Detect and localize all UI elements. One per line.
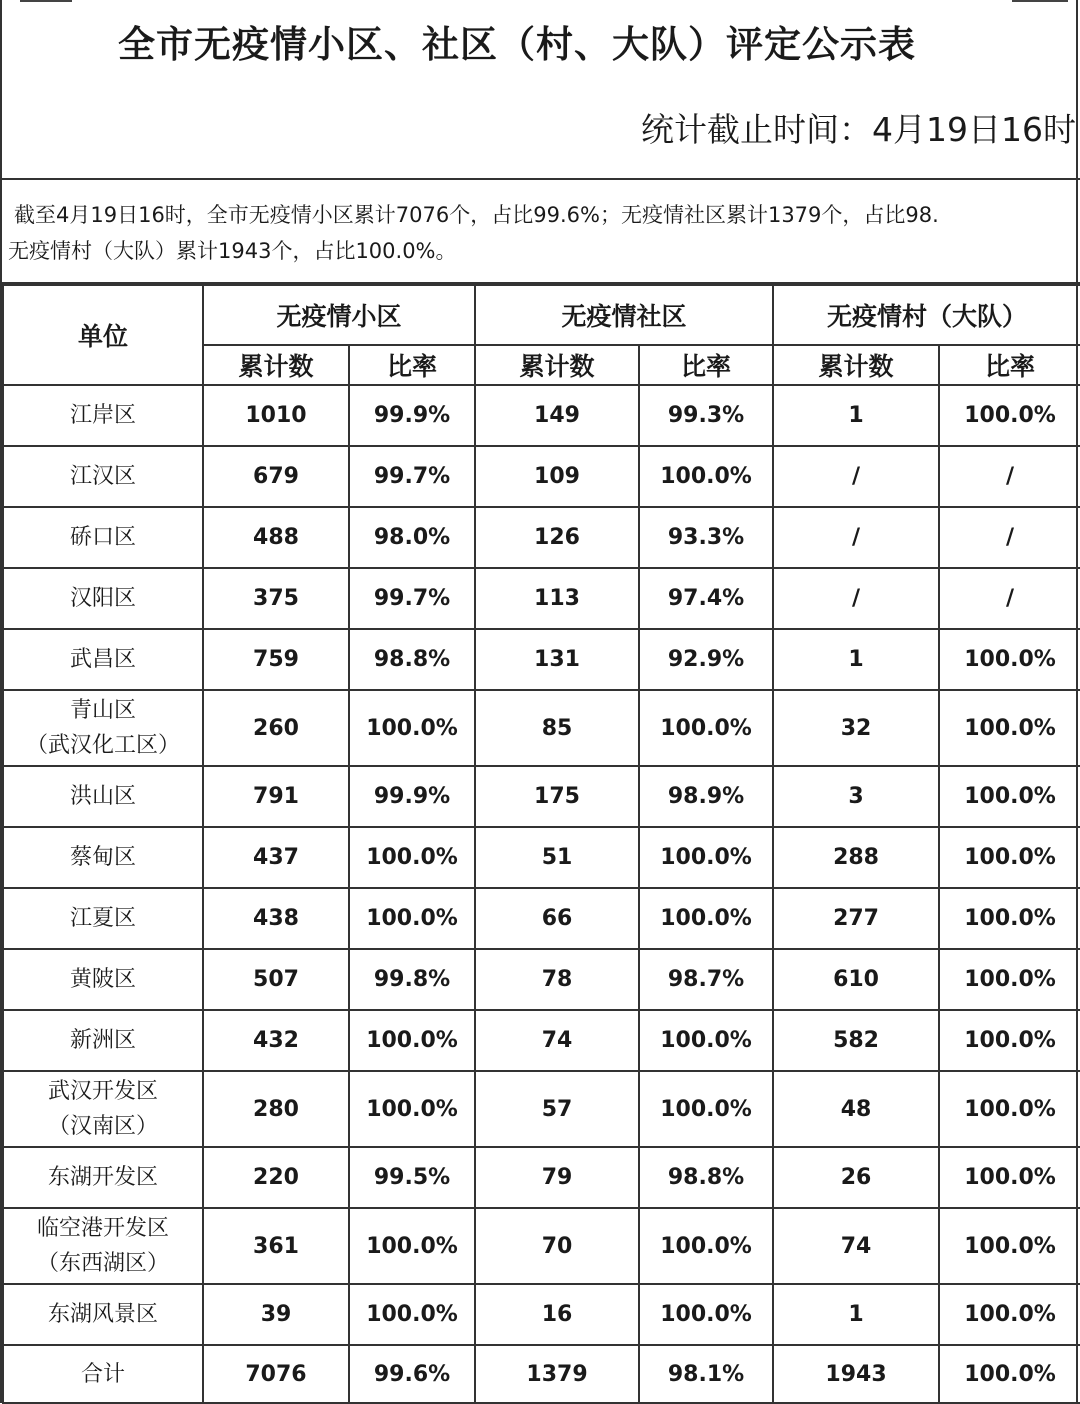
table-row [3,1010,1080,1071]
unit-name-line: （东西湖区） [36,1251,169,1276]
header-sub-rate: 比率 [349,345,475,385]
unit-cell [3,629,203,690]
community-rate-cell: 100.0% [639,1208,773,1284]
estate-count-cell: 375 [203,568,349,629]
estate-count-cell: 1010 [203,385,349,446]
estate-count-cell: 488 [203,507,349,568]
community-rate-cell: 99.3% [639,385,773,446]
unit-name-line: 黄陂区 [69,967,136,992]
unit-cell [3,1147,203,1208]
summary-line-2: 无疫情村（大队）累计1943个，占比100.0%。 [8,239,457,263]
community-rate-cell: 100.0% [639,1010,773,1071]
community-count-cell: 51 [475,827,639,888]
village-count-cell: / [773,568,939,629]
unit-name-line: 临空港开发区 [36,1216,169,1241]
village-count-cell: 277 [773,888,939,949]
village-count-cell: / [773,446,939,507]
estate-count-cell: 39 [203,1284,349,1345]
village-count-cell: 1 [773,1284,939,1345]
total-row [3,1345,1080,1403]
village-rate-cell: 100.0% [939,1147,1080,1208]
community-count-cell: 66 [475,888,639,949]
estate-rate-cell: 99.7% [349,446,475,507]
unit-cell [3,1071,203,1147]
estate-rate-cell: 98.8% [349,629,475,690]
stat-time: 统计截止时间：4月19日16时 [641,110,1076,149]
header-sub-count: 累计数 [475,345,639,385]
estate-rate-cell: 99.5% [349,1147,475,1208]
village-count-cell: 26 [773,1147,939,1208]
estate-rate-cell: 99.9% [349,385,475,446]
community-rate-cell: 92.9% [639,629,773,690]
table-row [3,888,1080,949]
community-rate-cell: 98.9% [639,766,773,827]
title-block [2,0,1080,180]
table-row [3,1284,1080,1345]
community-rate-cell: 100.0% [639,446,773,507]
estate-count-cell: 361 [203,1208,349,1284]
community-count-cell: 70 [475,1208,639,1284]
community-count-cell: 126 [475,507,639,568]
summary-line-1: 截至4月19日16时，全市无疫情小区累计7076个，占比99.6%；无疫情社区累计1379个，占比98. [14,203,939,227]
table-row [3,629,1080,690]
community-count-cell: 74 [475,1010,639,1071]
estate-count-cell: 507 [203,949,349,1010]
unit-name-line: 东湖风景区 [47,1302,158,1327]
estate-count-cell: 759 [203,629,349,690]
estate-count-cell: 220 [203,1147,349,1208]
table-row [3,1208,1080,1284]
village-rate-cell: / [939,446,1080,507]
unit-cell [3,888,203,949]
village-count-cell: 74 [773,1208,939,1284]
header-group-communities: 无疫情社区 [475,285,773,345]
estate-rate-cell: 100.0% [349,690,475,766]
community-rate-cell: 93.3% [639,507,773,568]
table-row [3,568,1080,629]
table-row [3,766,1080,827]
estate-rate-cell: 99.6% [349,1345,475,1403]
village-rate-cell: 100.0% [939,1284,1080,1345]
table-row [3,949,1080,1010]
community-rate-cell: 97.4% [639,568,773,629]
header-unit: 单位 [3,285,203,385]
village-count-cell: 32 [773,690,939,766]
unit-name-line: 东湖开发区 [47,1165,158,1190]
unit-name-line: 武昌区 [69,647,136,672]
estate-count-cell: 437 [203,827,349,888]
unit-cell [3,1284,203,1345]
unit-cell [3,1345,203,1403]
estate-count-cell: 7076 [203,1345,349,1403]
unit-cell [3,827,203,888]
village-rate-cell: / [939,568,1080,629]
unit-name-line: （汉南区） [47,1114,158,1139]
estate-count-cell: 280 [203,1071,349,1147]
unit-name-line: （武汉化工区） [25,733,180,758]
community-count-cell: 85 [475,690,639,766]
estate-rate-cell: 100.0% [349,1284,475,1345]
village-rate-cell: 100.0% [939,888,1080,949]
unit-name-line: 新洲区 [69,1028,136,1053]
table-row [3,1071,1080,1147]
header-row-groups [3,285,1080,345]
community-rate-cell: 100.0% [639,827,773,888]
community-count-cell: 1379 [475,1345,639,1403]
unit-name-line: 青山区 [69,698,136,723]
table-body [3,385,1080,1403]
community-count-cell: 16 [475,1284,639,1345]
estate-rate-cell: 99.9% [349,766,475,827]
table-row [3,507,1080,568]
unit-name-line: 江夏区 [69,906,136,931]
unit-cell [3,568,203,629]
table-row [3,446,1080,507]
unit-name-line: 硚口区 [69,525,136,550]
header-sub-rate: 比率 [939,345,1080,385]
village-rate-cell: / [939,507,1080,568]
community-rate-cell: 98.1% [639,1345,773,1403]
community-rate-cell: 98.7% [639,949,773,1010]
village-rate-cell: 100.0% [939,766,1080,827]
community-count-cell: 131 [475,629,639,690]
village-rate-cell: 100.0% [939,949,1080,1010]
community-count-cell: 113 [475,568,639,629]
village-count-cell: 610 [773,949,939,1010]
community-rate-cell: 100.0% [639,1284,773,1345]
village-rate-cell: 100.0% [939,385,1080,446]
village-rate-cell: 100.0% [939,690,1080,766]
estate-count-cell: 791 [203,766,349,827]
unit-cell [3,690,203,766]
village-count-cell: 288 [773,827,939,888]
community-count-cell: 175 [475,766,639,827]
summary-text [2,180,1080,284]
unit-cell [3,446,203,507]
estate-rate-cell: 100.0% [349,888,475,949]
estate-rate-cell: 100.0% [349,1010,475,1071]
data-table [2,284,1080,1404]
community-rate-cell: 100.0% [639,690,773,766]
community-count-cell: 109 [475,446,639,507]
table-row [3,827,1080,888]
page-title: 全市无疫情小区、社区（村、大队）评定公示表 [118,23,916,66]
estate-rate-cell: 98.0% [349,507,475,568]
community-count-cell: 79 [475,1147,639,1208]
table-row [3,385,1080,446]
unit-cell [3,949,203,1010]
header-sub-count: 累计数 [203,345,349,385]
estate-rate-cell: 99.7% [349,568,475,629]
community-rate-cell: 98.8% [639,1147,773,1208]
unit-name-line: 洪山区 [69,784,136,809]
table-row [3,1147,1080,1208]
unit-cell [3,1208,203,1284]
estate-rate-cell: 100.0% [349,827,475,888]
village-count-cell: 582 [773,1010,939,1071]
unit-name-line: 蔡甸区 [69,845,136,870]
community-count-cell: 149 [475,385,639,446]
table-row [3,690,1080,766]
village-rate-cell: 100.0% [939,1071,1080,1147]
village-rate-cell: 100.0% [939,827,1080,888]
estate-count-cell: 438 [203,888,349,949]
unit-cell [3,507,203,568]
estate-count-cell: 432 [203,1010,349,1071]
village-count-cell: 3 [773,766,939,827]
header-group-villages: 无疫情村（大队） [773,285,1080,345]
unit-cell [3,766,203,827]
village-count-cell: / [773,507,939,568]
community-rate-cell: 100.0% [639,1071,773,1147]
village-rate-cell: 100.0% [939,1345,1080,1403]
community-count-cell: 78 [475,949,639,1010]
unit-name-line: 合计 [80,1361,125,1387]
estate-count-cell: 679 [203,446,349,507]
village-count-cell: 1 [773,629,939,690]
village-rate-cell: 100.0% [939,1208,1080,1284]
unit-name-line: 汉阳区 [69,586,136,611]
estate-rate-cell: 99.8% [349,949,475,1010]
unit-name-line: 武汉开发区 [47,1079,158,1104]
header-sub-rate: 比率 [639,345,773,385]
unit-cell [3,1010,203,1071]
village-count-cell: 1943 [773,1345,939,1403]
header-sub-count: 累计数 [773,345,939,385]
estate-rate-cell: 100.0% [349,1208,475,1284]
community-rate-cell: 100.0% [639,888,773,949]
village-rate-cell: 100.0% [939,1010,1080,1071]
unit-name-line: 江汉区 [69,464,136,489]
village-rate-cell: 100.0% [939,629,1080,690]
estate-count-cell: 260 [203,690,349,766]
village-count-cell: 1 [773,385,939,446]
unit-cell [3,385,203,446]
village-count-cell: 48 [773,1071,939,1147]
header-group-estates: 无疫情小区 [203,285,475,345]
community-count-cell: 57 [475,1071,639,1147]
estate-rate-cell: 100.0% [349,1071,475,1147]
unit-name-line: 江岸区 [69,403,136,428]
